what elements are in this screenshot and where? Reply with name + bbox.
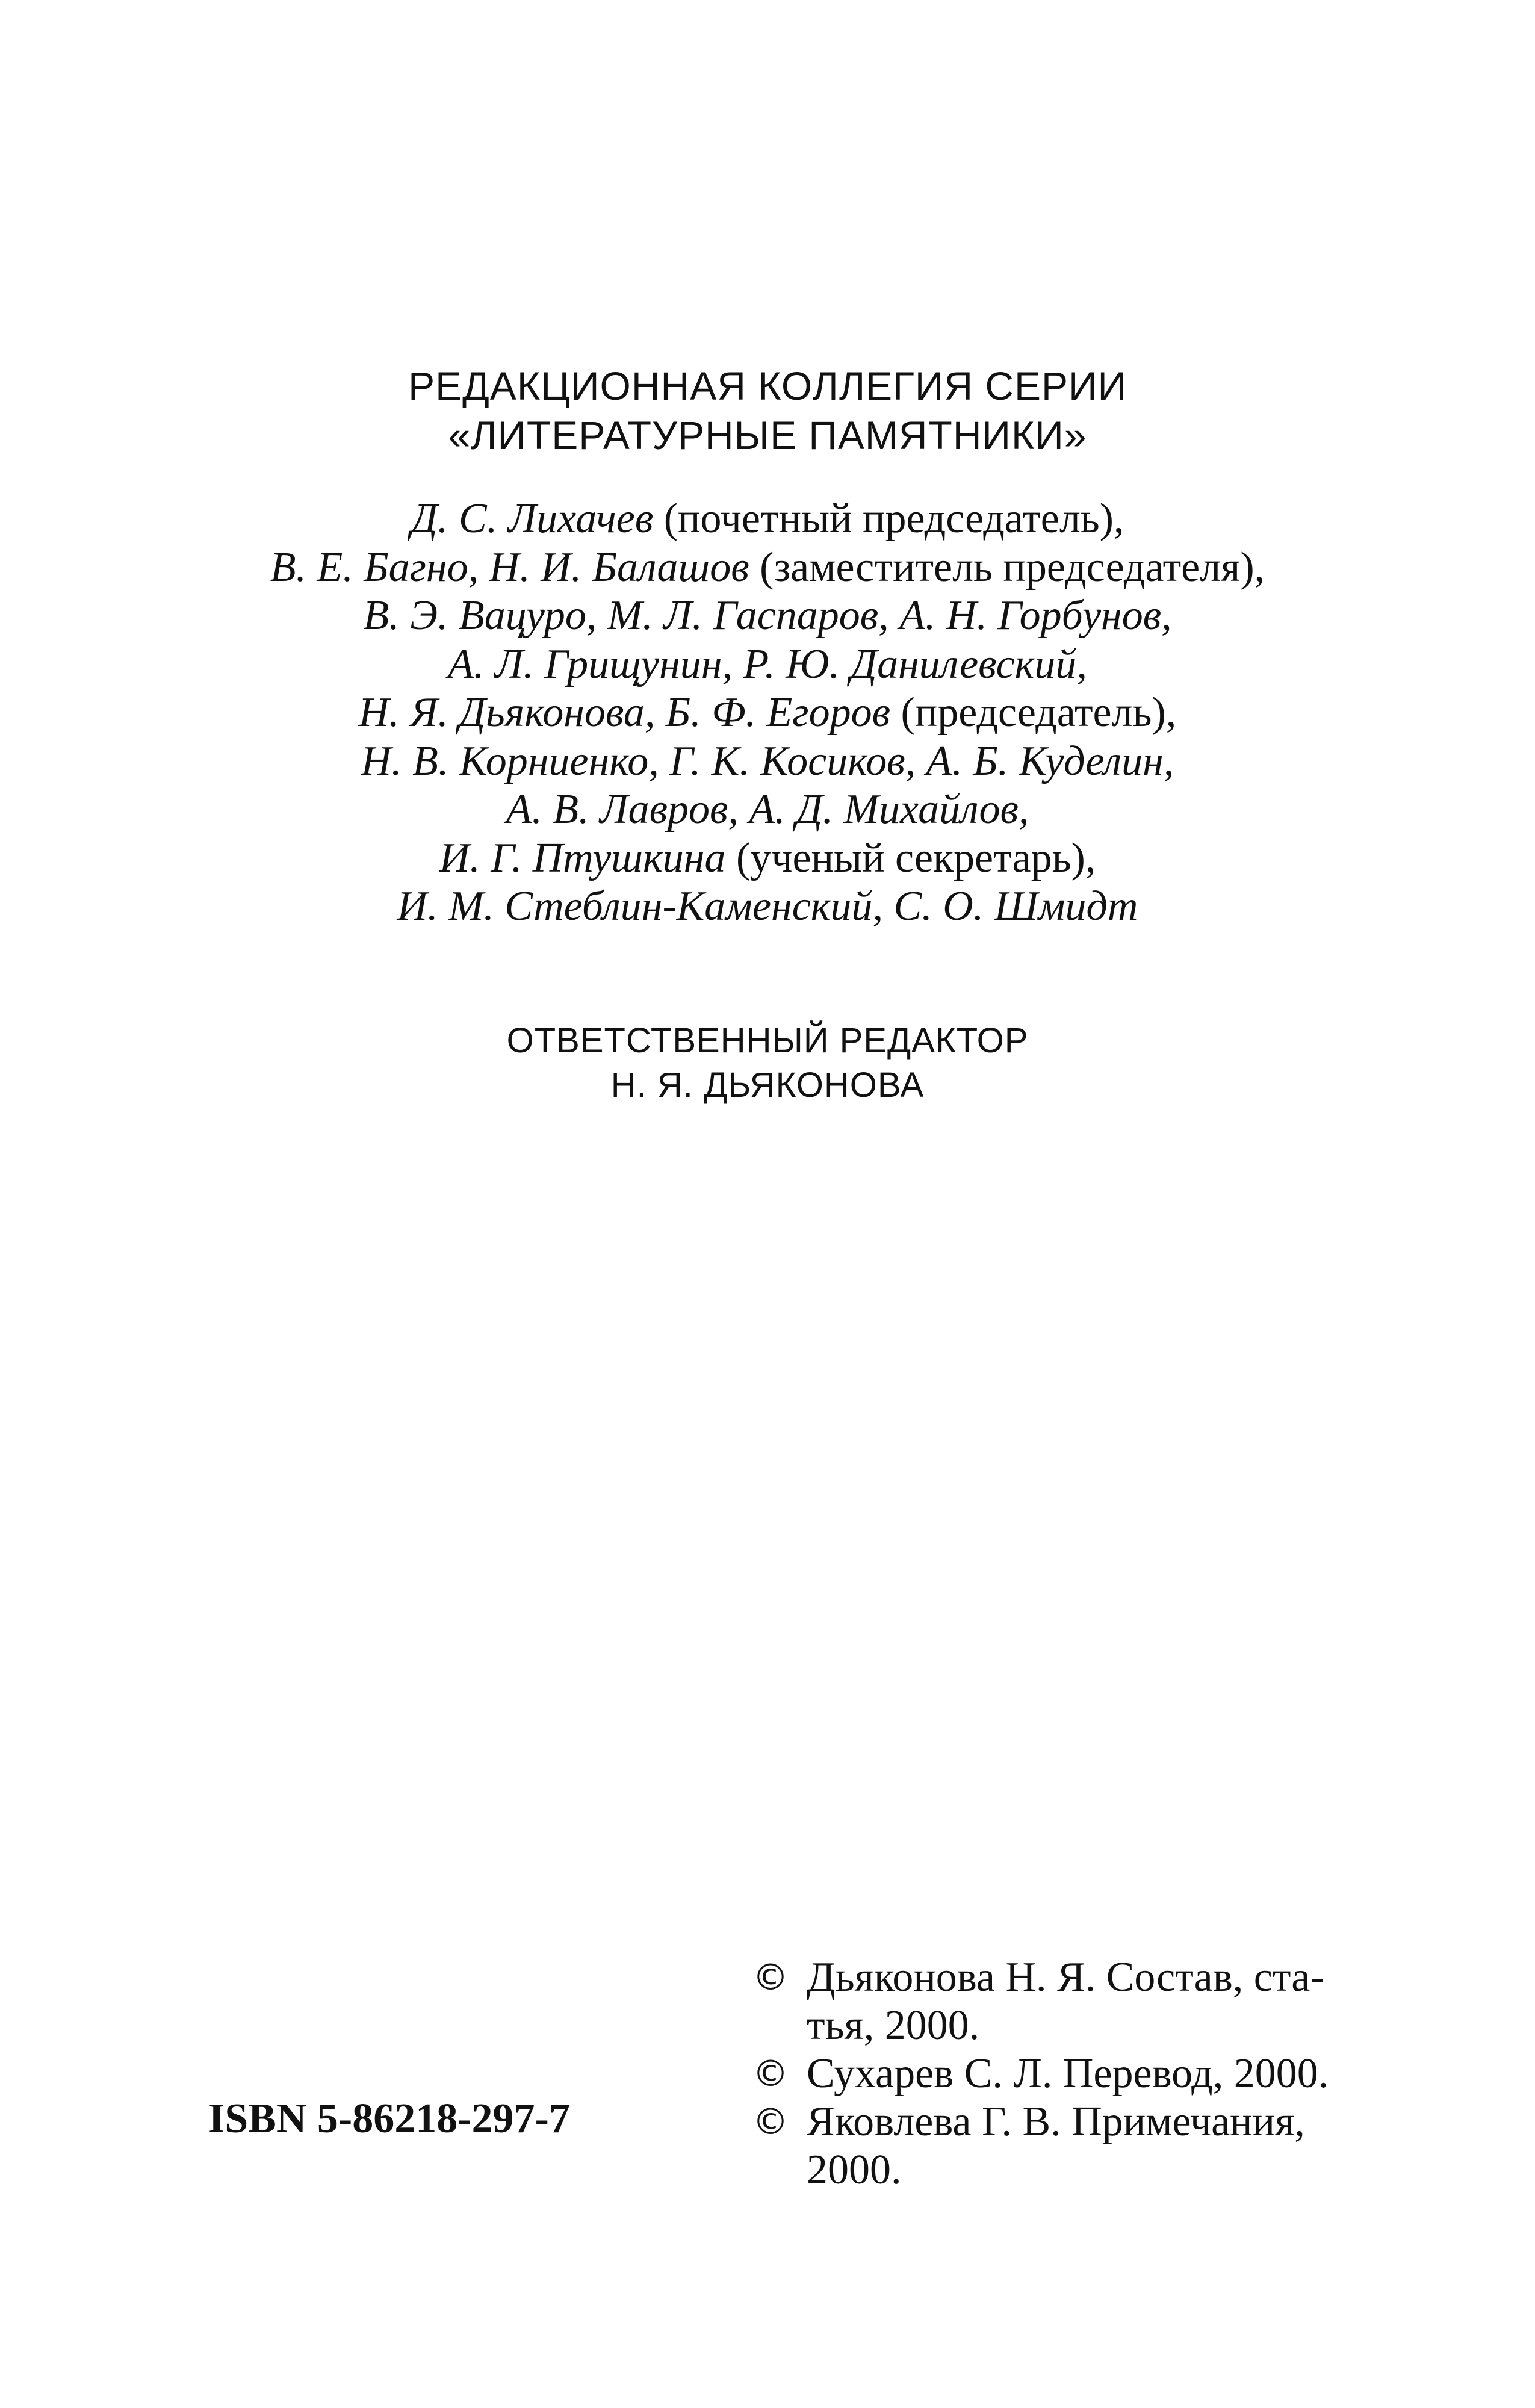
member-names: А. В. Лавров, А. Д. Михайлов, bbox=[506, 786, 1029, 833]
editorial-board-heading-line: РЕДАКЦИОННАЯ КОЛЛЕГИЯ СЕРИИ bbox=[408, 364, 1127, 408]
copyright-sign-icon: © bbox=[752, 2101, 789, 2143]
board-member-line bbox=[0, 641, 1535, 689]
board-member-line bbox=[0, 883, 1535, 931]
member-names: Н. В. Корниенко, Г. К. Косиков, А. Б. Куделин, bbox=[361, 737, 1174, 784]
board-member-line bbox=[0, 737, 1535, 786]
responsible-editor-block bbox=[0, 1019, 1535, 1108]
copyright-text-line: Яковлева Г. В. Примечания, bbox=[807, 2099, 1305, 2145]
board-member-line bbox=[0, 495, 1535, 544]
member-names: И. М. Стеблин-Каменский, С. О. Шмидт bbox=[397, 883, 1138, 929]
member-role: (ученый секретарь), bbox=[725, 834, 1096, 881]
copyright-sign-icon: © bbox=[752, 1956, 789, 1999]
member-role: (председатель), bbox=[890, 689, 1177, 736]
member-names: Н. Я. Дьяконова, Б. Ф. Егоров bbox=[358, 689, 890, 736]
responsible-editor-title: ОТВЕТСТВЕННЫЙ РЕДАКТОР bbox=[506, 1021, 1029, 1060]
editorial-board-heading bbox=[0, 361, 1535, 460]
copyright-entry bbox=[752, 1953, 1385, 2050]
copyright-text-line: 2000. bbox=[807, 2147, 902, 2193]
member-names: В. Э. Вацуро, М. Л. Гаспаров, А. Н. Горбунов, bbox=[363, 592, 1172, 639]
member-names: Д. С. Лихачев bbox=[411, 495, 654, 542]
board-member-line bbox=[0, 689, 1535, 737]
series-title-line: «ЛИТЕРАТУРНЫЕ ПАМЯТНИКИ» bbox=[448, 413, 1087, 458]
member-names: В. Е. Багно, Н. И. Балашов bbox=[270, 544, 749, 591]
copyright-text bbox=[807, 1953, 1385, 2050]
copyright-text bbox=[807, 2098, 1385, 2194]
isbn-number: ISBN 5-86218-297-7 bbox=[208, 2096, 570, 2142]
copyright-text bbox=[807, 2050, 1385, 2098]
copyright-sign-icon: © bbox=[752, 2053, 789, 2095]
copyright-text-line: тья, 2000. bbox=[807, 2002, 980, 2049]
member-role: (заместитель председателя), bbox=[749, 544, 1265, 591]
editorial-board-members bbox=[0, 495, 1535, 931]
copyright-notices bbox=[752, 1953, 1385, 2194]
copyright-entry bbox=[752, 2050, 1385, 2098]
responsible-editor-name: Н. Я. ДЬЯКОНОВА bbox=[610, 1066, 925, 1105]
board-member-line bbox=[0, 834, 1535, 883]
board-member-line bbox=[0, 786, 1535, 834]
copyright-entry bbox=[752, 2098, 1385, 2194]
member-names: И. Г. Птушкина bbox=[439, 834, 726, 881]
board-member-line bbox=[0, 592, 1535, 641]
member-role: (почетный председатель), bbox=[653, 495, 1124, 542]
board-member-line bbox=[0, 544, 1535, 592]
member-names: А. Л. Грищунин, Р. Ю. Данилевский, bbox=[448, 641, 1087, 687]
copyright-text-line: Сухарев С. Л. Перевод, 2000. bbox=[807, 2050, 1329, 2097]
copyright-text-line: Дьяконова Н. Я. Состав, ста- bbox=[807, 1954, 1324, 2000]
